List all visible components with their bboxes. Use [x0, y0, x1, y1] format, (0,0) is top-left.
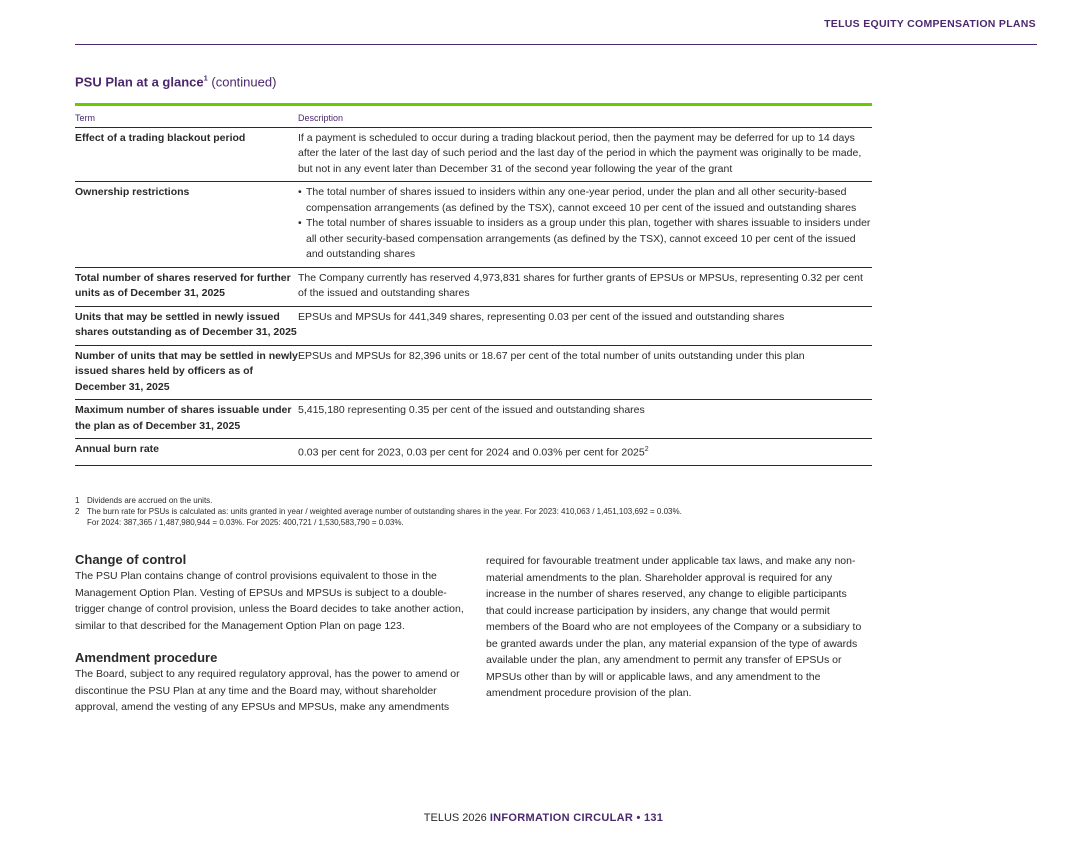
- page-number: 131: [643, 812, 664, 824]
- table-row: [75, 345, 872, 400]
- bullet-item: • The total number of shares issued to insiders within any one-year period, under the plan and all other security-based compensation arrangements (as defined by the TSX), cannot exceed 10 per cent of the issued and outstanding shares: [298, 185, 872, 216]
- table-title: [75, 74, 276, 89]
- table-header-row: [75, 109, 872, 127]
- change-of-control-body: The PSU Plan contains change of control provisions equivalent to those in the Management Option Plan. Vesting of EPSUs and MPSUs is subject to a double-trigger change of control provision, unless the Board decides to take another action, similar to that described for the Management Option Plan on page 123.: [75, 570, 464, 632]
- row-term: Number of units that may be settled in newly issued shares held by officers as of December 31, 2025: [75, 345, 298, 400]
- table-row: [75, 182, 872, 268]
- row-description: If a payment is scheduled to occur during a trading blackout period, then the payment may be deferred for up to 14 days after the later of the last day of such period and the last day of the period in which the payment was originally to be made, but not in any event later than December 31 of the second year following the year of the grant: [298, 127, 872, 182]
- row-description: EPSUs and MPSUs for 441,349 shares, representing 0.03 per cent of the issued and outstanding shares: [298, 306, 872, 345]
- table-title-bold: PSU Plan at a glance: [75, 74, 204, 90]
- heading-amendment-procedure: Amendment procedure: [75, 650, 218, 665]
- body-column-right: [486, 553, 866, 702]
- bullet-item: • The total number of shares issuable to insiders as a group under this plan, together with shares issuable to insiders under all other security-based compensation arrangements (as defined by the TSX), cannot exceed 10 per cent of the issued and outstanding shares: [298, 216, 872, 263]
- psu-plan-table: [75, 109, 872, 466]
- ownership-restrictions-list: [298, 185, 872, 263]
- table-title-footnote-ref: 1: [203, 74, 208, 83]
- table-row: [75, 267, 872, 306]
- row-term: Maximum number of shares issuable under the plan as of December 31, 2025: [75, 400, 298, 439]
- footnote: [75, 495, 872, 506]
- footnote-text-continued: For 2024: 387,365 / 1,487,980,944 = 0.03%. For 2025: 400,721 / 1,530,583,790 = 0.03%.: [87, 518, 404, 527]
- row-description: [298, 182, 872, 268]
- footnote-text: The burn rate for PSUs is calculated as: units granted in year / weighted average number of outstanding shares in the year. For 2023: 410,063 / 1,451,103,692 = 0.03%.: [87, 507, 682, 516]
- footer-prefix: TELUS 2026: [423, 812, 490, 824]
- table-accent-rule: [75, 103, 872, 106]
- row-term: Ownership restrictions: [75, 182, 298, 268]
- footnote-text: Dividends are accrued on the units.: [87, 496, 213, 505]
- footer-separator: •: [633, 812, 644, 824]
- footnotes: [75, 495, 872, 528]
- row-term: Units that may be settled in newly issued shares outstanding as of December 31, 2025: [75, 306, 298, 345]
- row-description: The Company currently has reserved 4,973,831 shares for further grants of EPSUs or MPSUs, representing 0.32 per cent of the issued and outstanding shares: [298, 267, 872, 306]
- row-description: [298, 439, 872, 466]
- table-row: [75, 306, 872, 345]
- amendment-procedure-body-right: required for favourable treatment under applicable tax laws, and make any non-material amendments to the plan. Shareholder approval is required for any increase in the number of shares reserved, any change to eligible participants that could increase participation by insiders, any change that would permit members of the Board who are not employees of the Company or a subsidiary to be granted awards under the plan, any material expansion of the type of awards available under the plan, any amendment to permit any transfer of EPSUs or MPSUs other than by will or applicable laws, and any amendment to the amendment procedure provision of the plan.: [486, 555, 862, 699]
- table-title-continued: (continued): [207, 74, 277, 90]
- column-header-term: Term: [75, 109, 298, 127]
- column-header-description: Description: [298, 109, 872, 127]
- amendment-procedure-body-left: The Board, subject to any required regulatory approval, has the power to amend or discontinue the PSU Plan at any time and the Board may, without shareholder approval, amend the vesting of any EPSUs and MPSUs, make any amendments: [75, 668, 460, 713]
- footnote-number: 1: [75, 496, 80, 505]
- burn-rate-text: 0.03 per cent for 2023, 0.03 per cent for 2024 and 0.03% per cent for 2025: [298, 446, 645, 459]
- row-term: Total number of shares reserved for further units as of December 31, 2025: [75, 267, 298, 306]
- row-description: 5,415,180 representing 0.35 per cent of the issued and outstanding shares: [298, 400, 872, 439]
- row-term: Effect of a trading blackout period: [75, 127, 298, 182]
- burn-rate-footnote-ref: 2: [644, 446, 649, 453]
- footnote-number: 2: [75, 507, 80, 516]
- footnote: [75, 506, 872, 528]
- heading-change-of-control: Change of control: [75, 552, 187, 567]
- table-row: [75, 400, 872, 439]
- body-column-left: [75, 551, 467, 716]
- running-header: TELUS EQUITY COMPENSATION PLANS: [824, 18, 1036, 30]
- table-row: [75, 127, 872, 182]
- header-divider: [75, 44, 1037, 45]
- row-description: EPSUs and MPSUs for 82,396 units or 18.67 per cent of the total number of units outstanding under this plan: [298, 345, 872, 400]
- table-row: [75, 439, 872, 466]
- row-term: Annual burn rate: [75, 439, 298, 466]
- footer-doc-title: INFORMATION CIRCULAR: [489, 812, 634, 824]
- page-footer: [0, 812, 1087, 824]
